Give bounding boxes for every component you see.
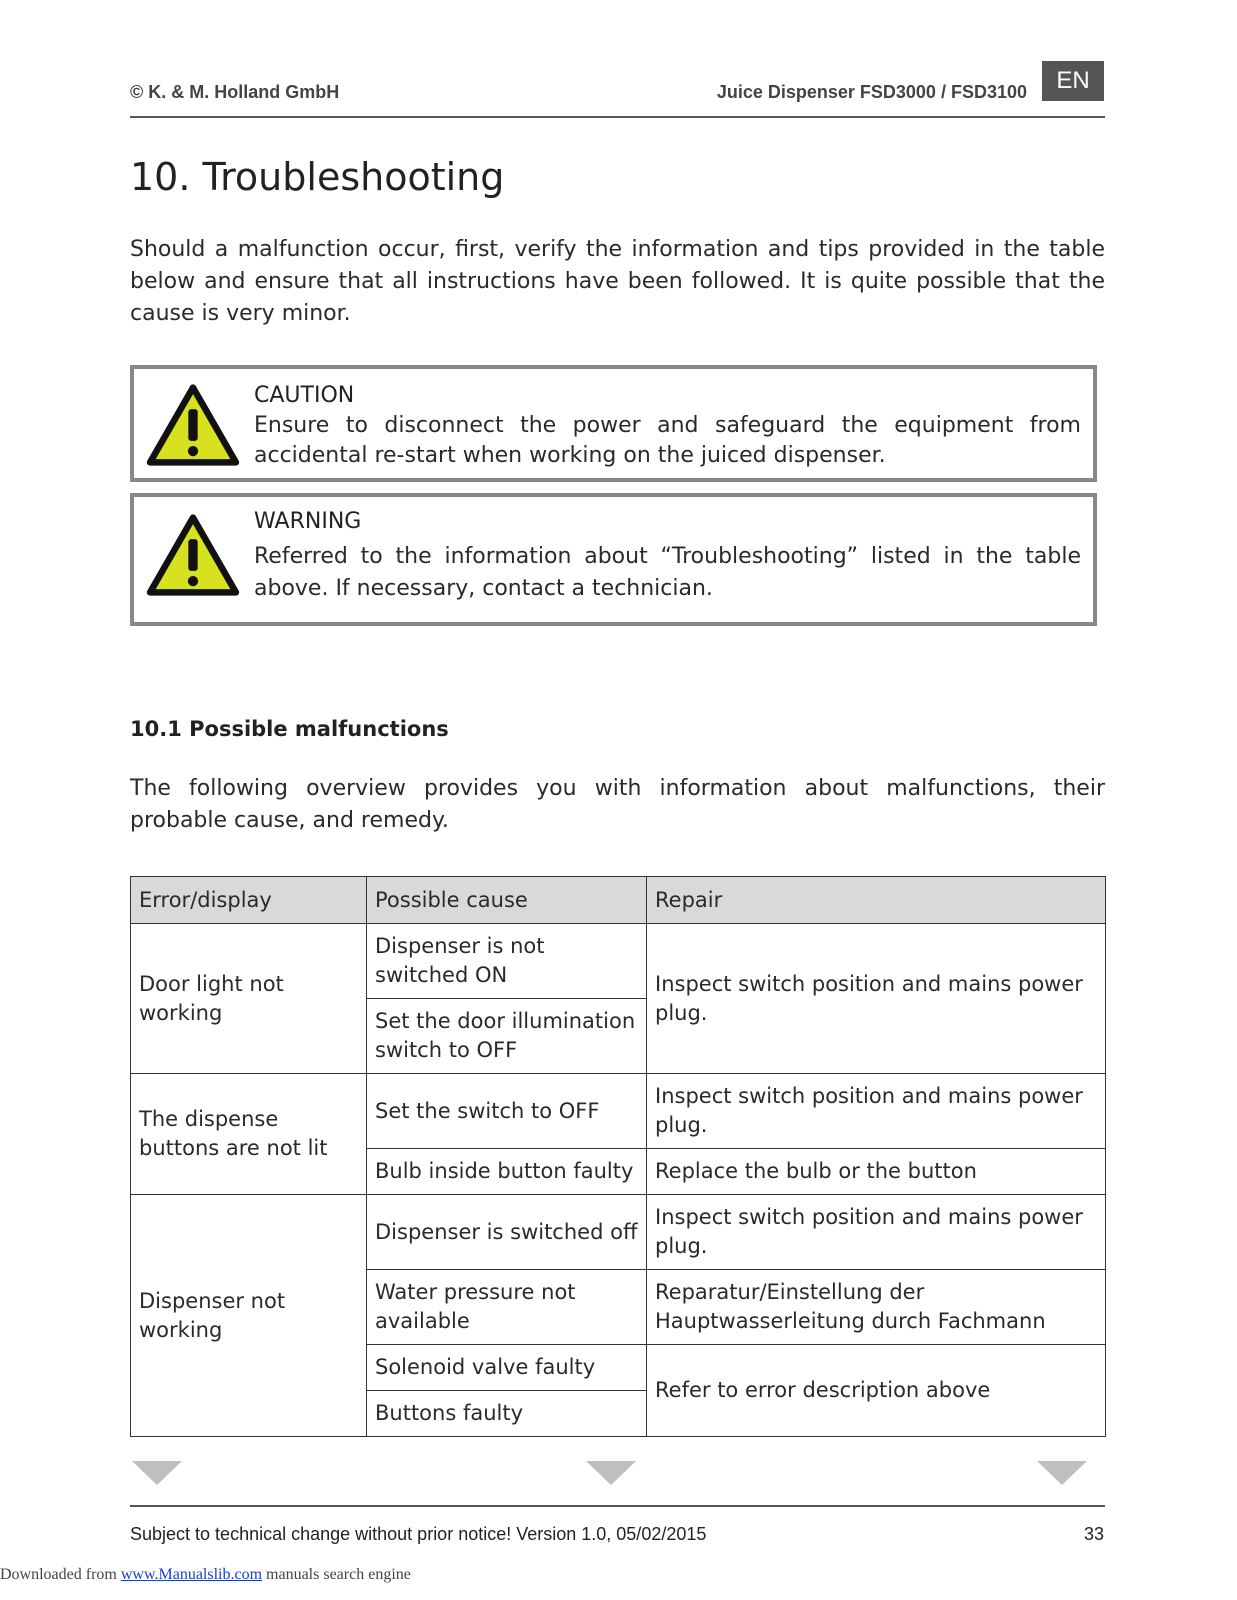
cause-cell: Set the switch to OFF xyxy=(367,1074,647,1149)
download-suffix: manuals search engine xyxy=(262,1566,411,1583)
download-prefix: Downloaded from xyxy=(0,1566,121,1583)
company-name: © K. & M. Holland GmbH xyxy=(130,82,340,102)
page-header xyxy=(130,80,1105,118)
malfunctions-table xyxy=(130,876,1106,1437)
cause-cell: Dispenser is switched off xyxy=(367,1195,647,1270)
footer-notice: Subject to technical change without prior notice! Version 1.0, 05/02/2015 xyxy=(130,1524,707,1544)
caution-text: Ensure to disconnect the power and safeguard the equipment from accidental re-start when working on the juiced dispenser. xyxy=(254,413,1081,468)
warning-box xyxy=(130,493,1097,626)
subsection-intro: The following overview provides you with information about malfunctions, their probable cause, and remedy. xyxy=(130,776,1105,833)
cause-cell: Solenoid valve faulty xyxy=(367,1345,647,1391)
warning-triangle-icon xyxy=(146,383,240,467)
table-row xyxy=(131,924,1106,999)
repair-cell: Inspect switch position and mains power plug. xyxy=(647,1195,1106,1270)
manualslib-link[interactable]: www.Manualslib.com xyxy=(120,1566,263,1583)
warning-title: WARNING xyxy=(254,509,362,534)
error-cell: Door light not working xyxy=(131,924,367,1074)
repair-cell: Refer to error description above xyxy=(647,1345,1106,1437)
cause-cell: Water pressure not available xyxy=(367,1270,647,1345)
cause-cell: Bulb inside button faulty xyxy=(367,1149,647,1195)
column-header-error: Error/display xyxy=(131,877,367,924)
table-row xyxy=(131,1195,1106,1270)
repair-cell: Reparatur/Einstellung der Hauptwasserleitung durch Fachmann xyxy=(647,1270,1106,1345)
page-number: 33 xyxy=(1083,1524,1104,1544)
repair-cell: Replace the bulb or the button xyxy=(647,1149,1106,1195)
column-header-cause: Possible cause xyxy=(367,877,647,924)
repair-cell: Inspect switch position and mains power plug. xyxy=(647,1074,1106,1149)
column-header-repair: Repair xyxy=(647,877,1106,924)
intro-paragraph: Should a malfunction occur, first, verify the information and tips provided in the table below and ensure that all instructions have been followed. It is quite possible that the cause is very minor. xyxy=(130,237,1105,326)
section-title: 10. Troubleshooting xyxy=(130,155,505,199)
warning-triangle-icon xyxy=(146,513,240,597)
subsection-title: 10.1 Possible malfunctions xyxy=(130,717,449,741)
table-header-row xyxy=(131,877,1106,924)
continue-arrow-icon xyxy=(586,1461,636,1485)
cause-cell: Set the door illumination switch to OFF xyxy=(367,999,647,1074)
product-name: Juice Dispenser FSD3000 / FSD3100 xyxy=(716,82,1027,102)
footer-divider xyxy=(130,1505,1105,1507)
error-cell: The dispense buttons are not lit xyxy=(131,1074,367,1195)
table-row xyxy=(131,1074,1106,1149)
caution-box xyxy=(130,365,1097,482)
repair-cell: Inspect switch position and mains power plug. xyxy=(647,924,1106,1074)
continue-arrow-icon xyxy=(1037,1461,1087,1485)
cause-cell: Dispenser is not switched ON xyxy=(367,924,647,999)
warning-text: Referred to the information about “Troubleshooting” listed in the table above. If necessary, contact a technician. xyxy=(254,544,1081,601)
language-badge: EN xyxy=(1042,61,1104,101)
error-cell: Dispenser not working xyxy=(131,1195,367,1437)
cause-cell: Buttons faulty xyxy=(367,1391,647,1437)
caution-title: CAUTION xyxy=(254,383,355,408)
continue-arrow-icon xyxy=(132,1461,182,1485)
download-banner xyxy=(0,1566,411,1584)
